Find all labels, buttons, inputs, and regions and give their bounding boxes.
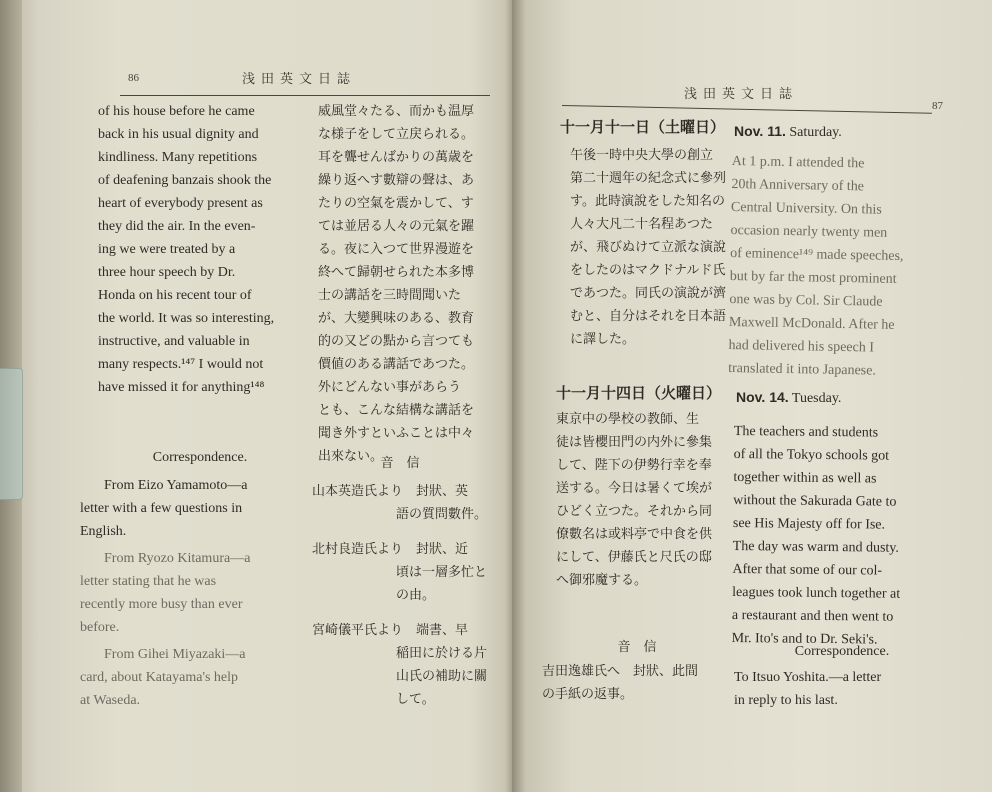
- english-text-line: had delivered his speech I: [728, 337, 875, 356]
- page-number-right: 87: [932, 100, 943, 112]
- japanese-text-line: 出來ない。: [318, 449, 384, 464]
- japanese-text-line: 午後一時中央大學の創立: [570, 148, 714, 163]
- japanese-text-line: が、飛びぬけて立派な演說: [570, 240, 727, 255]
- letter-entry-en: [80, 474, 305, 543]
- letter-entry-jp-line: 山氏の補助に關: [396, 669, 488, 684]
- letter-entry-jp: [312, 480, 492, 526]
- english-text-line: see His Majesty off for Ise.: [732, 515, 886, 533]
- japanese-text-line: にして、伊藤氏と尺氏の邸: [556, 550, 712, 565]
- letter-entry-jp-line: の由。: [396, 588, 436, 603]
- english-text-line: kindliness. Many repetitions: [98, 150, 258, 165]
- japanese-text-line: して、陛下の伊勢行幸を奉: [556, 458, 712, 473]
- japanese-text-line: であつた。同氏の演說が濟: [570, 286, 727, 301]
- entry1-date-number: Nov. 11.: [734, 123, 786, 139]
- japanese-text-line: 價値のある講話であつた。: [318, 357, 475, 372]
- running-title-right: 浅田英文日誌: [684, 87, 799, 102]
- letter-entry-jp: [312, 538, 492, 607]
- english-text-line: instructive, and valuable in: [98, 334, 250, 349]
- japanese-text-line: 終へて歸朝せられた本多博: [318, 265, 475, 280]
- letter-entry-en-line: recently more busy than ever: [80, 597, 243, 612]
- correspondence-heading-en-right: Correspondence.: [794, 644, 890, 659]
- japanese-text-line: 徒は皆櫻田門の内外に參集: [556, 435, 713, 450]
- english-text-line: one was by Col. Sir Claude: [729, 291, 883, 310]
- letter-entry-en: [80, 643, 305, 712]
- correspondence-heading-jp-right: 音 信: [617, 640, 657, 655]
- english-text-line: they did the air. In the even-: [98, 219, 256, 234]
- letter-entry-en-line: From Gihei Miyazaki—a: [104, 647, 246, 662]
- japanese-text-line: る。夜に入つて世界漫遊を: [318, 242, 475, 257]
- japanese-text-line: ひどく立つた。それから同: [556, 504, 713, 519]
- english-text-line: but by far the most prominent: [729, 268, 897, 287]
- english-text-line: translated it into Japanese.: [728, 360, 877, 379]
- english-text-line: three hour speech by Dr.: [98, 265, 236, 280]
- letter-entry-en-line: at Waseda.: [80, 693, 141, 708]
- clip-holder: [0, 368, 23, 500]
- english-text-line: Mr. Ito's and to Dr. Seki's.: [731, 630, 878, 648]
- japanese-text-line: に譯した。: [570, 332, 636, 347]
- english-text-line: leagues took lunch together at: [732, 584, 901, 602]
- entry1-english-body: [728, 150, 947, 384]
- japanese-text-line: をしたのはマクドナルド氏: [570, 263, 726, 278]
- left-english-body: [98, 100, 320, 399]
- entry2-en-date: [736, 386, 841, 410]
- english-text-line: the world. It was so interesting,: [98, 311, 275, 326]
- left-letters-japanese: [312, 480, 492, 723]
- english-text-line: together within as well as: [733, 469, 877, 487]
- english-text-line: of deafening banzais shook the: [98, 173, 272, 188]
- japanese-text-line: 士の講話を三時間聞いた: [318, 288, 462, 303]
- japanese-text-line: たりの空氣を震かして、す: [318, 196, 474, 211]
- letter-entry-jp-line: して。: [396, 692, 435, 707]
- japanese-text-line: 威風堂々たる、而かも温厚: [318, 104, 475, 119]
- correspondence-heading-jp-left: 音 信: [380, 456, 420, 471]
- japanese-text-line: 聞き外すといふことは中々: [318, 426, 475, 441]
- english-text-line: Honda on his recent tour of: [98, 288, 252, 303]
- entry2-japanese-body: [556, 408, 726, 592]
- entry2-date-number: Nov. 14.: [736, 389, 789, 405]
- letter-line-jp: の手紙の返事。: [542, 687, 634, 702]
- letter-entry-en-line: letter with a few questions in: [80, 501, 243, 516]
- entry1-en-date: [734, 120, 842, 144]
- japanese-text-line: 外にどんない事があらう: [318, 380, 462, 395]
- english-text-line: without the Sakurada Gate to: [733, 492, 897, 510]
- letter-entry-en-line: card, about Katayama's help: [80, 670, 239, 685]
- header-rule-left: [120, 95, 490, 96]
- letter-line-en: To Itsuo Yoshita.—a letter: [734, 670, 882, 685]
- letter-entry-jp: [312, 619, 492, 711]
- header-rule-right: [562, 105, 932, 114]
- running-title-left: 浅田英文日誌: [242, 72, 357, 87]
- letter-entry-jp-line: 稲田に於ける片: [396, 646, 488, 661]
- entry1-japanese-body: [570, 144, 730, 351]
- letter-entry-en-line: letter stating that he was: [80, 574, 217, 589]
- left-letters-english: [80, 474, 305, 716]
- english-text-line: At 1 p.m. I attended the: [731, 153, 865, 172]
- english-text-line: Maxwell McDonald. After he: [728, 314, 895, 333]
- english-text-line: ing we were treated by a: [98, 242, 236, 257]
- page-number-left: 86: [128, 72, 139, 84]
- letter-entry-jp-line: 頃は一層多忙と: [396, 565, 488, 580]
- right-page: [512, 0, 992, 792]
- japanese-text-line: 耳を聾せんばかりの萬歳を: [318, 150, 475, 165]
- japanese-text-line: 第二十週年の紀念式に參列: [570, 171, 727, 186]
- letter-entry-jp-line: 宮崎儀平氏より 端書、早: [312, 623, 469, 638]
- letter-entry-en-line: English.: [80, 524, 127, 539]
- english-text-line: heart of everybody present as: [98, 196, 263, 211]
- letter-entry-en-line: before.: [80, 620, 120, 635]
- japanese-text-line: 的の又どの點から言つても: [318, 334, 475, 349]
- letter-entry-en: [80, 547, 305, 639]
- left-japanese-body: [318, 100, 493, 468]
- english-text-line: occasion nearly twenty men: [730, 222, 888, 241]
- english-text-line: of eminence¹⁴⁹ made speeches,: [730, 245, 904, 265]
- letter-entry-en-line: From Eizo Yamamoto—a: [104, 478, 248, 493]
- letter-entry-jp-line: 北村良造氏より 封狀、近: [312, 542, 469, 557]
- japanese-text-line: むと、自分はそれを日本語: [570, 309, 727, 324]
- japanese-text-line: 人々大凡二十名程あつた: [570, 217, 714, 232]
- japanese-text-line: へ御邪魔する。: [556, 573, 648, 588]
- letter-line-en: in reply to his last.: [734, 693, 838, 708]
- english-text-line: The day was warm and dusty.: [732, 538, 900, 556]
- right-letter-english: [734, 666, 954, 712]
- english-text-line: of his house before he came: [98, 104, 255, 119]
- letter-entry-en-line: From Ryozo Kitamura—a: [104, 551, 251, 566]
- entry1-weekday: Saturday.: [789, 125, 842, 140]
- english-text-line: many respects.¹⁴⁷ I would not: [98, 357, 264, 372]
- japanese-text-line: 繰り返へす數辯の聲は、あ: [318, 173, 475, 188]
- english-text-line: Central University. On this: [730, 199, 882, 218]
- entry2-weekday: Tuesday.: [791, 391, 842, 406]
- japanese-text-line: 僚數名は或料亭で中食を供: [556, 527, 713, 542]
- japanese-text-line: が、大變興味のある、教育: [318, 311, 475, 326]
- english-text-line: 20th Anniversary of the: [731, 176, 865, 195]
- letter-entry-jp-line: 山本英造氏より 封狀、英: [312, 484, 469, 499]
- japanese-text-line: 東京中の學校の教師、生: [556, 412, 700, 427]
- letter-entry-jp-line: 語の質問數件。: [396, 507, 488, 522]
- english-text-line: of all the Tokyo schools got: [733, 446, 890, 464]
- entry2-english-body: [732, 420, 949, 652]
- entry2-jp-date: 十一月十四日（火曜日）: [556, 384, 722, 402]
- english-text-line: have missed it for anything¹⁴⁸: [98, 380, 265, 395]
- japanese-text-line: ては並居る人々の元氣を躍: [318, 219, 475, 234]
- correspondence-heading-en-left: Correspondence.: [152, 450, 248, 465]
- english-text-line: a restaurant and then went to: [731, 607, 894, 625]
- japanese-text-line: な様子をして立戻られる。: [318, 127, 475, 142]
- japanese-text-line: す。此時演說をした知名の: [570, 194, 725, 209]
- letter-line-jp: 吉田逸雄氏へ 封狀、此間: [542, 664, 699, 679]
- english-text-line: back in his usual dignity and: [98, 127, 259, 142]
- entry1-jp-date: 十一月十一日（土曜日）: [560, 118, 726, 136]
- english-text-line: The teachers and students: [733, 423, 879, 441]
- right-letter-japanese: [542, 660, 727, 706]
- japanese-text-line: とも、こんな結構な講話を: [318, 403, 475, 418]
- japanese-text-line: 送する。今日は暑くて埃が: [556, 481, 713, 496]
- english-text-line: After that some of our col-: [732, 561, 883, 579]
